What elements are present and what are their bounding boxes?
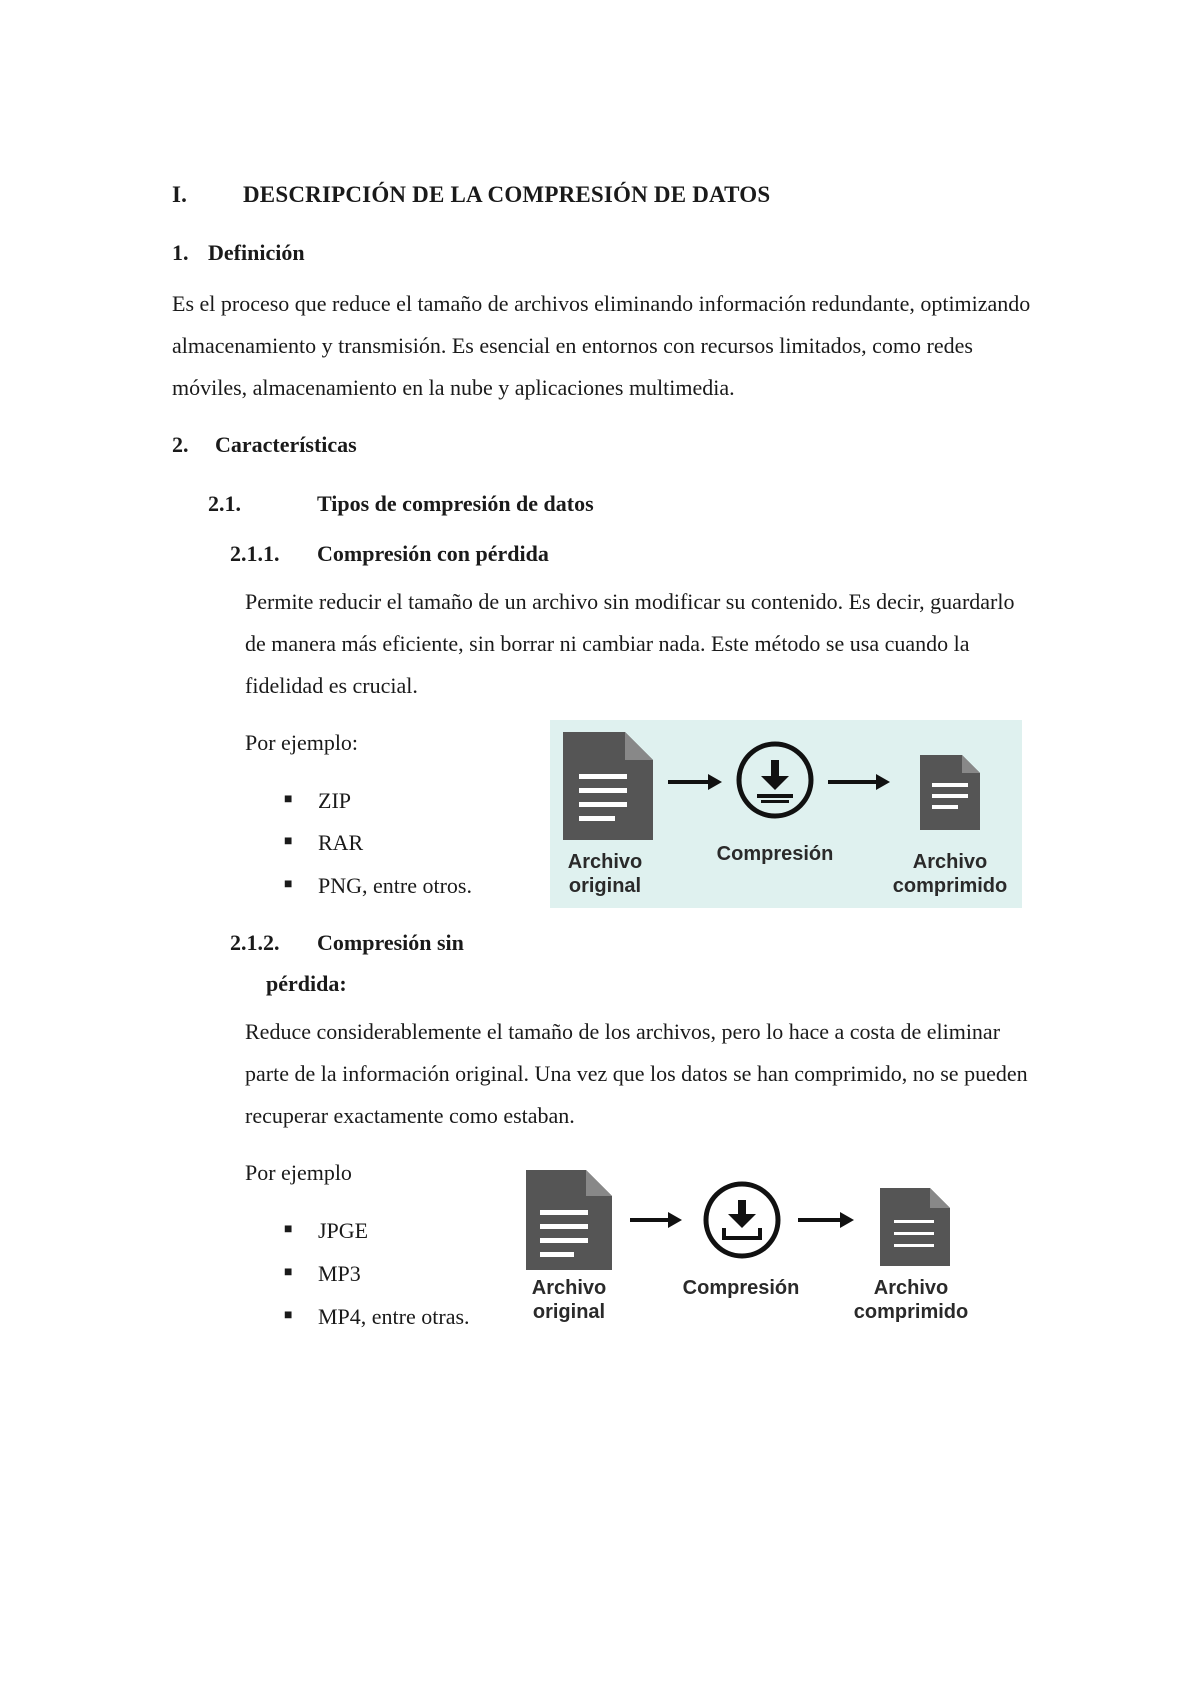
- tipos-title: Tipos de compresión de datos: [317, 491, 594, 516]
- sin-perdida-example-3: MP4, entre otras.: [318, 1304, 470, 1329]
- con-perdida-example-2: RAR: [318, 830, 364, 855]
- definicion-number: 1.: [172, 240, 189, 265]
- download-compress-icon: [735, 740, 815, 820]
- arrow-right-icon: [798, 1210, 854, 1230]
- sin-perdida-title-line2: pérdida:: [266, 971, 347, 996]
- section-number: I.: [172, 182, 188, 207]
- bullet-icon: ■: [284, 834, 293, 849]
- bullet-icon: ■: [284, 792, 293, 807]
- arrow-right-icon: [668, 772, 722, 792]
- con-perdida-number: 2.1.1.: [230, 541, 280, 566]
- bullet-icon: ■: [284, 877, 293, 892]
- sin-perdida-number: 2.1.2.: [230, 930, 280, 955]
- caracteristicas-number: 2.: [172, 432, 189, 457]
- bullet-icon: ■: [284, 1222, 293, 1237]
- sin-perdida-title-line1: Compresión sin: [317, 930, 464, 955]
- sin-perdida-paragraph: Reduce considerablemente el tamaño de los archivos, pero lo hace a costa de eliminar parte de la información original. Una vez que los datos se han comprimido, no se pueden recuperar exactamente como estaban.: [245, 1019, 1028, 1128]
- con-perdida-example-label: Por ejemplo:: [245, 730, 359, 755]
- con-perdida-paragraph: Permite reducir el tamaño de un archivo sin modificar su contenido. Es decir, guardarlo de manera más eficiente, sin borrar ni cambiar nada. Este método se usa cuando la fidelidad es crucial.: [245, 589, 1015, 698]
- bullet-icon: ■: [284, 1308, 293, 1323]
- sin-perdida-example-1: JPGE: [318, 1218, 369, 1243]
- figure-label-compresion: Compresión: [682, 1277, 800, 1299]
- section-title: DESCRIPCIÓN DE LA COMPRESIÓN DE DATOS: [243, 182, 771, 207]
- compressed-file-icon: [920, 755, 980, 830]
- figure-label-comprimido: Archivo comprimido: [853, 1277, 969, 1323]
- figure-label-original: Archivo original: [531, 1277, 607, 1323]
- definicion-paragraph: Es el proceso que reduce el tamaño de archivos eliminando información redundante, optimizando almacenamiento y transmisión. Es esencial en entornos con recursos limitados, como redes móviles, almacenamiento en la nube y aplicaciones multimedia.: [172, 291, 1031, 400]
- original-file-icon: [563, 732, 653, 840]
- compression-figure-1: [550, 720, 1022, 908]
- compression-figure-2: [516, 1160, 976, 1330]
- original-file-icon: [526, 1170, 612, 1270]
- con-perdida-example-1: ZIP: [318, 788, 351, 813]
- con-perdida-example-3: PNG, entre otros.: [318, 873, 472, 898]
- sin-perdida-example-2: MP3: [318, 1261, 361, 1286]
- figure-label-original: Archivo original: [567, 851, 643, 897]
- compressed-file-icon: [880, 1188, 950, 1266]
- arrow-right-icon: [630, 1210, 682, 1230]
- figure-label-compresion: Compresión: [716, 843, 834, 865]
- figure-label-comprimido: Archivo comprimido: [892, 851, 1008, 897]
- con-perdida-title: Compresión con pérdida: [317, 541, 549, 566]
- caracteristicas-title: Características: [215, 432, 357, 457]
- sin-perdida-example-label: Por ejemplo: [245, 1160, 352, 1185]
- tipos-number: 2.1.: [208, 491, 241, 516]
- download-compress-icon: [702, 1180, 782, 1260]
- bullet-icon: ■: [284, 1265, 293, 1280]
- definicion-title: Definición: [208, 240, 305, 265]
- arrow-right-icon: [828, 772, 890, 792]
